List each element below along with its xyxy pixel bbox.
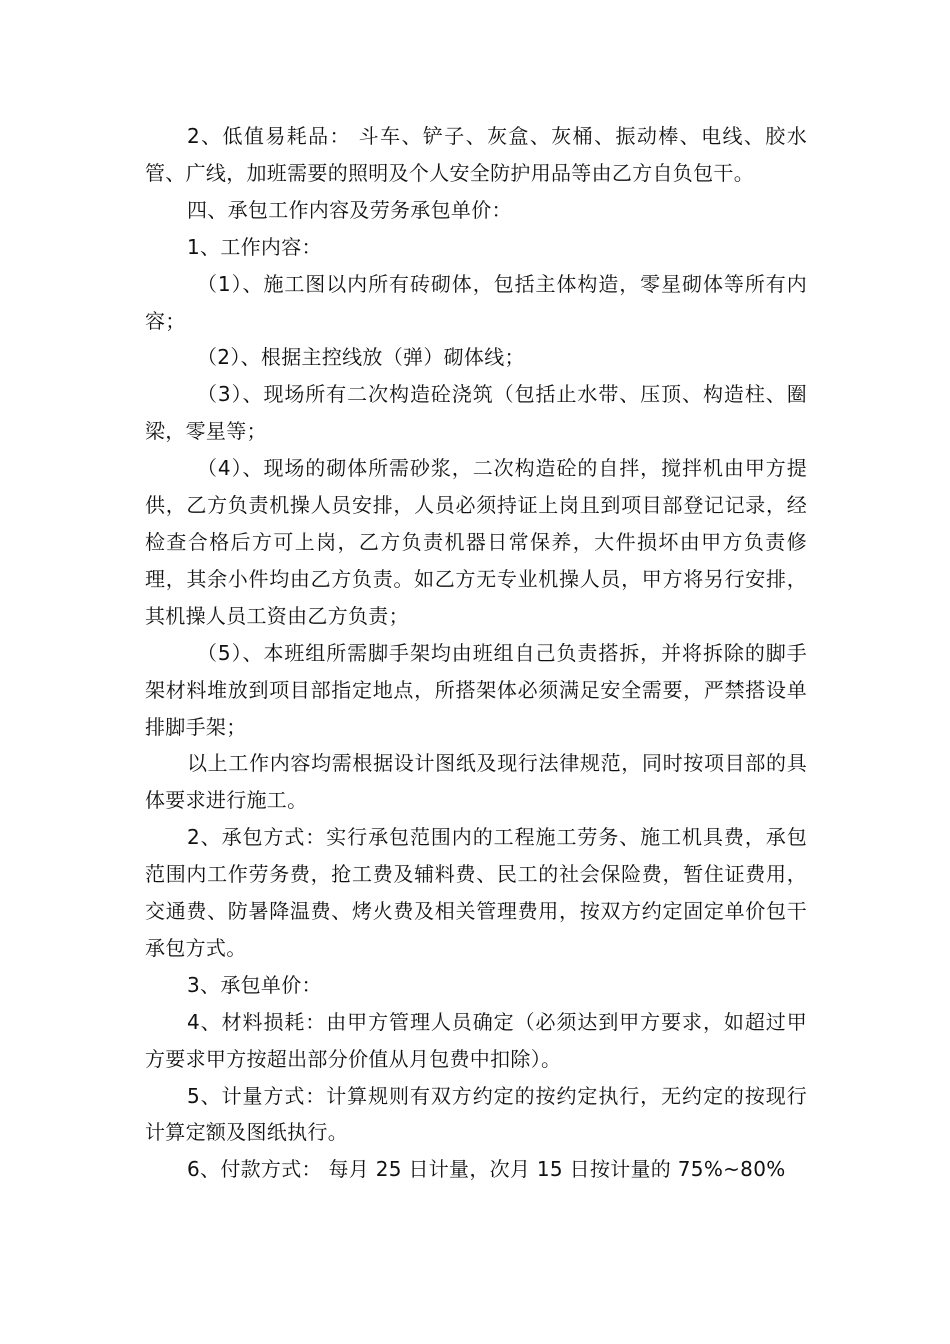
paragraph-work-content-heading: 1、工作内容：	[187, 234, 322, 259]
paragraph-work-item-2: （2）、根据主控线放（弹）砌体线；	[197, 345, 525, 370]
paragraph-payment-method: 6、付款方式： 每月 25 日计量，次月 15 日按计量的 75%~80%	[187, 1157, 786, 1182]
paragraph-contract-method: 2、承包方式：实行承包范围内的工程施工劳务、施工机具费，承包范围内工作劳务费，抢工费及辅料费、民工的社会保险费，暂住证费用，交通费、防暑降温费、烤火费及相关管理费用，按双方约定固定单价包干承包方式。	[145, 825, 807, 960]
paragraph-work-requirements: 以上工作内容均需根据设计图纸及现行法律规范，同时按项目部的具体要求进行施工。	[145, 751, 807, 813]
paragraph-unit-price: 3、承包单价：	[187, 972, 322, 997]
paragraph-work-item-3: （3）、现场所有二次构造砼浇筑（包括止水带、压顶、构造柱、圈梁，零星等；	[145, 382, 807, 444]
paragraph-consumables: 2、低值易耗品： 斗车、铲子、灰盒、灰桶、振动棒、电线、胶水管、广线，加班需要的照明及个人安全防护用品等由乙方自负包干。	[145, 124, 807, 185]
paragraph-work-item-1: （1）、施工图以内所有砖砌体，包括主体构造，零星砌体等所有内容；	[145, 271, 807, 333]
paragraph-work-item-5: （5）、本班组所需脚手架均由班组自己负责搭拆，并将拆除的脚手架材料堆放到项目部指定地点，所搭架体必须满足安全需要，严禁搭设单排脚手架；	[145, 640, 807, 739]
document-body	[145, 118, 807, 1188]
section-heading-contract-scope: 四、承包工作内容及劳务承包单价：	[187, 197, 512, 222]
paragraph-measurement-method: 5、计量方式：计算规则有双方约定的按约定执行，无约定的按现行计算定额及图纸执行。	[145, 1083, 807, 1145]
paragraph-material-loss: 4、材料损耗：由甲方管理人员确定（必须达到甲方要求，如超过甲方要求甲方按超出部分价值从月包费中扣除）。	[145, 1009, 807, 1071]
paragraph-work-item-4: （4）、现场的砌体所需砂浆，二次构造砼的自拌，搅拌机由甲方提供，乙方负责机操人员安排，人员必须持证上岗且到项目部登记记录，经检查合格后方可上岗，乙方负责机器日常保养，大件损坏由甲方负责修理，其余小件均由乙方负责。如乙方无专业机操人员，甲方将另行安排，其机操人员工资由乙方负责；	[145, 456, 807, 628]
